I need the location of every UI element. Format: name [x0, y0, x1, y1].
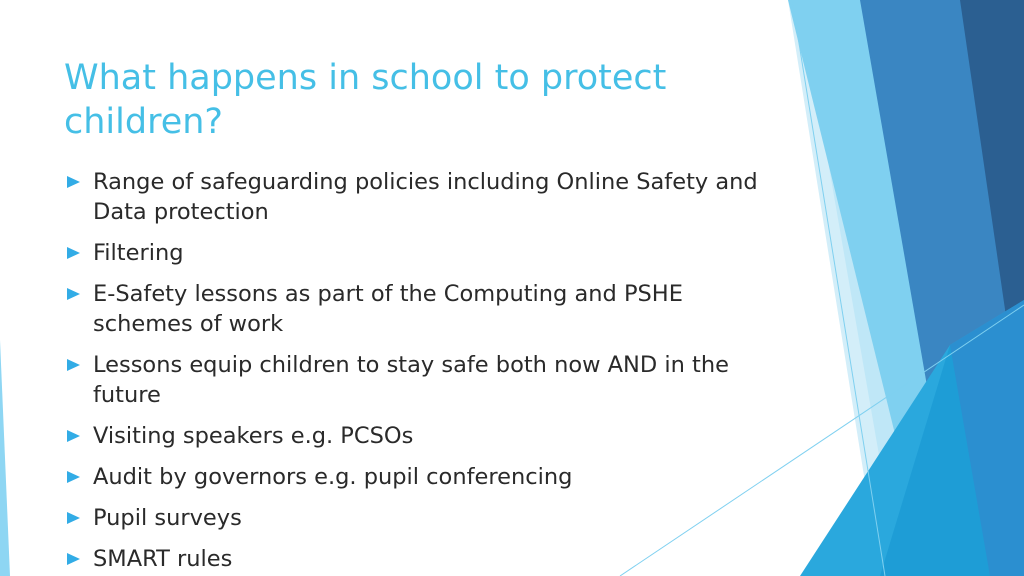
- bullet-text: Audit by governors e.g. pupil conferencing: [93, 464, 573, 490]
- bullet-text: Pupil surveys: [93, 505, 242, 531]
- bullet-item: [62, 462, 782, 492]
- slide-title: What happens in school to protect children?: [64, 58, 667, 142]
- bullet-text: Range of safeguarding policies including Online Safety and Data protection: [93, 169, 758, 225]
- bullet-item: [62, 503, 782, 533]
- bullet-item: [62, 350, 782, 410]
- bullet-item: [62, 421, 782, 451]
- bullet-item: [62, 238, 782, 268]
- triangle-right-icon: [67, 176, 80, 188]
- triangle-right-icon: [67, 553, 80, 565]
- bullet-text: Lessons equip children to stay safe both now AND in the future: [93, 352, 729, 408]
- triangle-right-icon: [67, 288, 80, 300]
- bullet-text: Filtering: [93, 240, 184, 266]
- bullet-text: E-Safety lessons as part of the Computing and PSHE schemes of work: [93, 281, 683, 337]
- bullet-item: [62, 167, 782, 227]
- triangle-right-icon: [67, 247, 80, 259]
- bullet-text: Visiting speakers e.g. PCSOs: [93, 423, 414, 449]
- triangle-right-icon: [67, 430, 80, 442]
- triangle-right-icon: [67, 512, 80, 524]
- left-edge-sliver: [0, 340, 10, 576]
- bullet-item: [62, 544, 782, 574]
- bullet-item: [62, 279, 782, 339]
- bullet-text: SMART rules: [93, 546, 233, 572]
- triangle-right-icon: [67, 471, 80, 483]
- bullet-list: [62, 167, 782, 576]
- triangle-right-icon: [67, 359, 80, 371]
